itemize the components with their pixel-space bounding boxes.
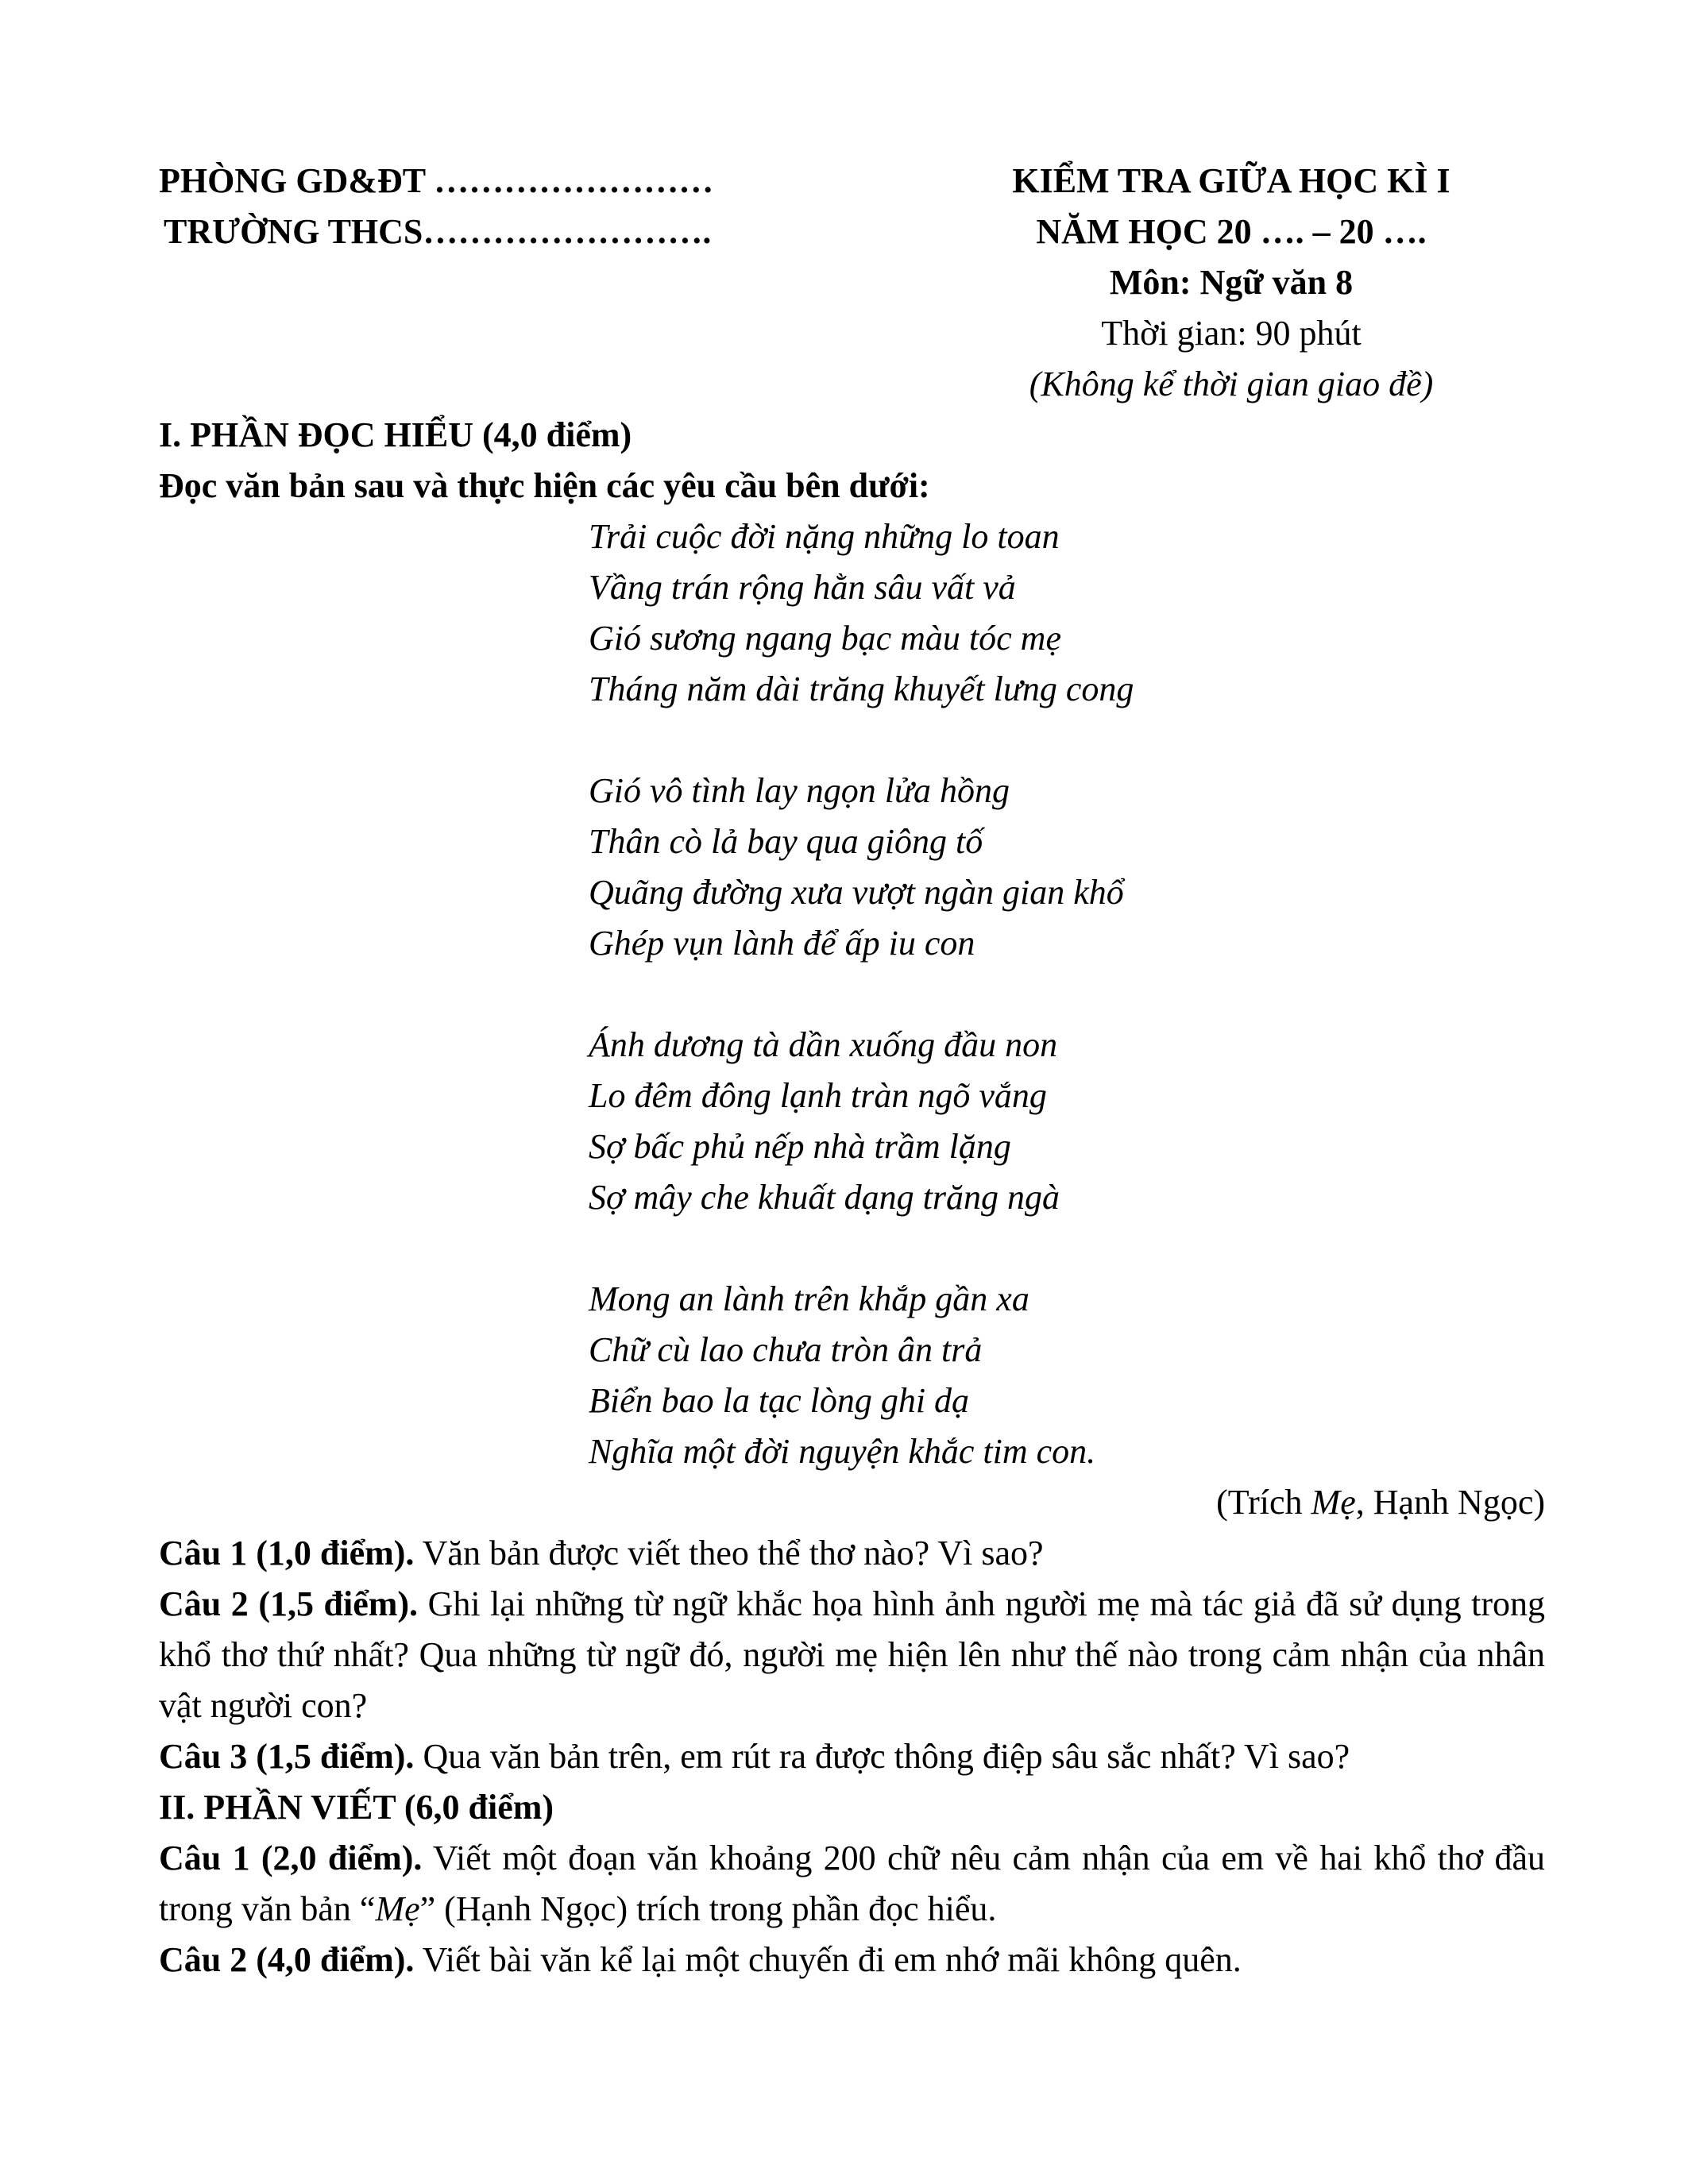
writing-section-title: II. PHẦN VIẾT (6,0 điểm): [159, 1788, 554, 1827]
question-label: Câu 2 (1,5 điểm).: [159, 1584, 419, 1623]
poem-line: Lo đêm đông lạnh tràn ngõ vắng: [589, 1076, 1047, 1115]
poem-source: [159, 1477, 1545, 1528]
poem-line: Biển bao la tạc lòng ghi dạ: [589, 1381, 970, 1420]
poem-line: Tháng năm dài trăng khuyết lưng cong: [589, 669, 1134, 708]
time-note: (Không kể thời gian giao đề): [1029, 365, 1434, 403]
reading-instruction: Đọc văn bản sau và thực hiện các yêu cầu bên dưới:: [159, 466, 930, 505]
school-line: TRƯỜNG THCS…………………….: [164, 212, 712, 251]
poem-line: Sợ bấc phủ nếp nhà trầm lặng: [589, 1127, 1011, 1166]
reading-section-title: I. PHẦN ĐỌC HIỂU (4,0 điểm): [159, 415, 632, 454]
writing-question-1: [159, 1833, 1545, 1935]
poem-line: Ghép vụn lành để ấp iu con: [589, 924, 975, 963]
exam-body: [159, 410, 1545, 1985]
poem-stanza: [589, 1274, 1545, 1477]
question-label: Câu 1 (1,0 điểm).: [159, 1534, 415, 1572]
poem-stanza: [589, 511, 1545, 715]
question-text: ” (Hạnh Ngọc) trích trong phần đọc hiểu.: [419, 1889, 997, 1928]
school-header: [159, 156, 874, 257]
exam-title: KIỂM TRA GIỮA HỌC KÌ I: [1012, 161, 1450, 200]
poem-line: Chữ cù lao chưa tròn ân trả: [589, 1330, 983, 1369]
poem-line: Trải cuộc đời nặng những lo toan: [589, 517, 1060, 556]
source-work-title: Mẹ: [1311, 1483, 1356, 1522]
question-text: Ghi lại những từ ngữ khắc họa hình ảnh người mẹ mà tác giả đã sử dụng trong khổ thơ thứ nhất? Qua những từ ngữ đó, người mẹ hiện lên như thế nào trong cảm nhận của nhân vật người con?: [159, 1584, 1545, 1725]
source-prefix: (Trích: [1216, 1483, 1311, 1522]
poem-stanza: [589, 1020, 1545, 1223]
question-label: Câu 3 (1,5 điểm).: [159, 1737, 415, 1776]
reading-question-2: [159, 1579, 1545, 1731]
poem-line: Gió sương ngang bạc màu tóc mẹ: [589, 619, 1061, 658]
poem-line: Ánh dương tà dần xuống đầu non: [589, 1025, 1058, 1064]
time-line: Thời gian: 90 phút: [1101, 314, 1362, 353]
exam-header: [874, 156, 1589, 410]
poem-line: Sợ mây che khuất dạng trăng ngà: [589, 1178, 1060, 1217]
question-text: Viết một đoạn văn khoảng 200 chữ nêu cảm nhận của em về hai khổ thơ đầu trong văn bản “: [159, 1839, 1545, 1928]
school-year: NĂM HỌC 20 …. – 20 ….: [1036, 212, 1427, 251]
question-text: Văn bản được viết theo thể thơ nào? Vì sao?: [414, 1534, 1044, 1572]
writing-question-2: [159, 1935, 1545, 1985]
poem-line: Nghĩa một đời nguyện khắc tim con.: [589, 1432, 1096, 1471]
source-suffix: , Hạnh Ngọc): [1355, 1483, 1545, 1522]
question-text: Qua văn bản trên, em rút ra được thông điệp sâu sắc nhất? Vì sao?: [414, 1737, 1350, 1776]
subject-line: Môn: Ngữ văn 8: [1109, 263, 1354, 302]
reading-question-3: [159, 1731, 1545, 1782]
poem-line: Thân cò lả bay qua giông tố: [589, 822, 983, 861]
question-text: Viết bài văn kể lại một chuyến đi em nhớ mãi không quên.: [414, 1940, 1242, 1979]
poem-line: Mong an lành trên khắp gần xa: [589, 1279, 1029, 1318]
reading-question-1: [159, 1528, 1545, 1579]
poem-stanza: [589, 766, 1545, 969]
poem-line: Vầng trán rộng hằn sâu vất vả: [589, 568, 1016, 607]
poem-line: Gió vô tình lay ngọn lửa hồng: [589, 771, 1010, 810]
poem-line: Quãng đường xưa vượt ngàn gian khổ: [589, 873, 1124, 912]
question-label: Câu 1 (2,0 điểm).: [159, 1839, 423, 1877]
work-title: Mẹ: [375, 1889, 420, 1928]
department-line: PHÒNG GD&ĐT ……………………: [159, 161, 714, 200]
question-label: Câu 2 (4,0 điểm).: [159, 1940, 415, 1979]
poem: [589, 511, 1545, 1477]
